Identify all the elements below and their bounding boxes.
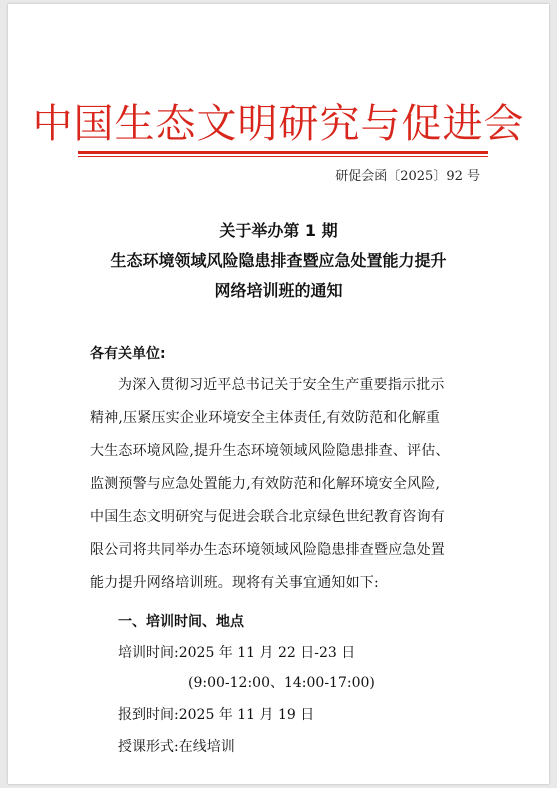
training-hours: (9:00-12:00、14:00-17:00) — [188, 675, 375, 691]
org-letterhead-title: 中国生态文明研究与促进会 — [32, 101, 525, 147]
paragraph-line: 精神,压紧压实企业环境安全主体责任,有效防范和化解重 — [90, 410, 441, 426]
paragraph-line: 大生态环境风险,提升生态环境领域风险隐患排查、评估、 — [90, 443, 450, 459]
paragraph-line: 中国生态文明研究与促进会联合北京绿色世纪教育咨询有 — [90, 509, 445, 525]
notice-title-line-3: 网络培训班的通知 — [214, 281, 343, 300]
letterhead-rule-thin — [78, 156, 488, 157]
paragraph-line: 限公司将共同举办生态环境领域风险隐患排查暨应急处置 — [90, 542, 445, 558]
addressee: 各有关单位: — [90, 346, 166, 362]
teaching-form: 授课形式:在线培训 — [118, 739, 235, 755]
training-time: 培训时间:2025 年 11 月 22 日-23 日 — [118, 645, 356, 661]
registration-time: 报到时间:2025 年 11 月 19 日 — [118, 707, 315, 723]
notice-title-line-1: 关于举办第 1 期 — [219, 221, 338, 240]
section-heading-1: 一、培训时间、地点 — [118, 614, 244, 630]
document-page — [8, 4, 549, 784]
document-number: 研促会函〔2025〕92 号 — [335, 169, 480, 184]
letterhead-rule-thick — [78, 151, 488, 154]
paragraph-line: 能力提升网络培训班。现将有关事宜通知如下: — [90, 575, 379, 591]
notice-title-line-2: 生态环境领域风险隐患排查暨应急处置能力提升 — [110, 251, 447, 270]
paragraph-line: 监测预警与应急处置能力,有效防范和化解环境安全风险, — [90, 476, 441, 492]
paragraph-line: 为深入贯彻习近平总书记关于安全生产重要指示批示 — [118, 377, 445, 393]
